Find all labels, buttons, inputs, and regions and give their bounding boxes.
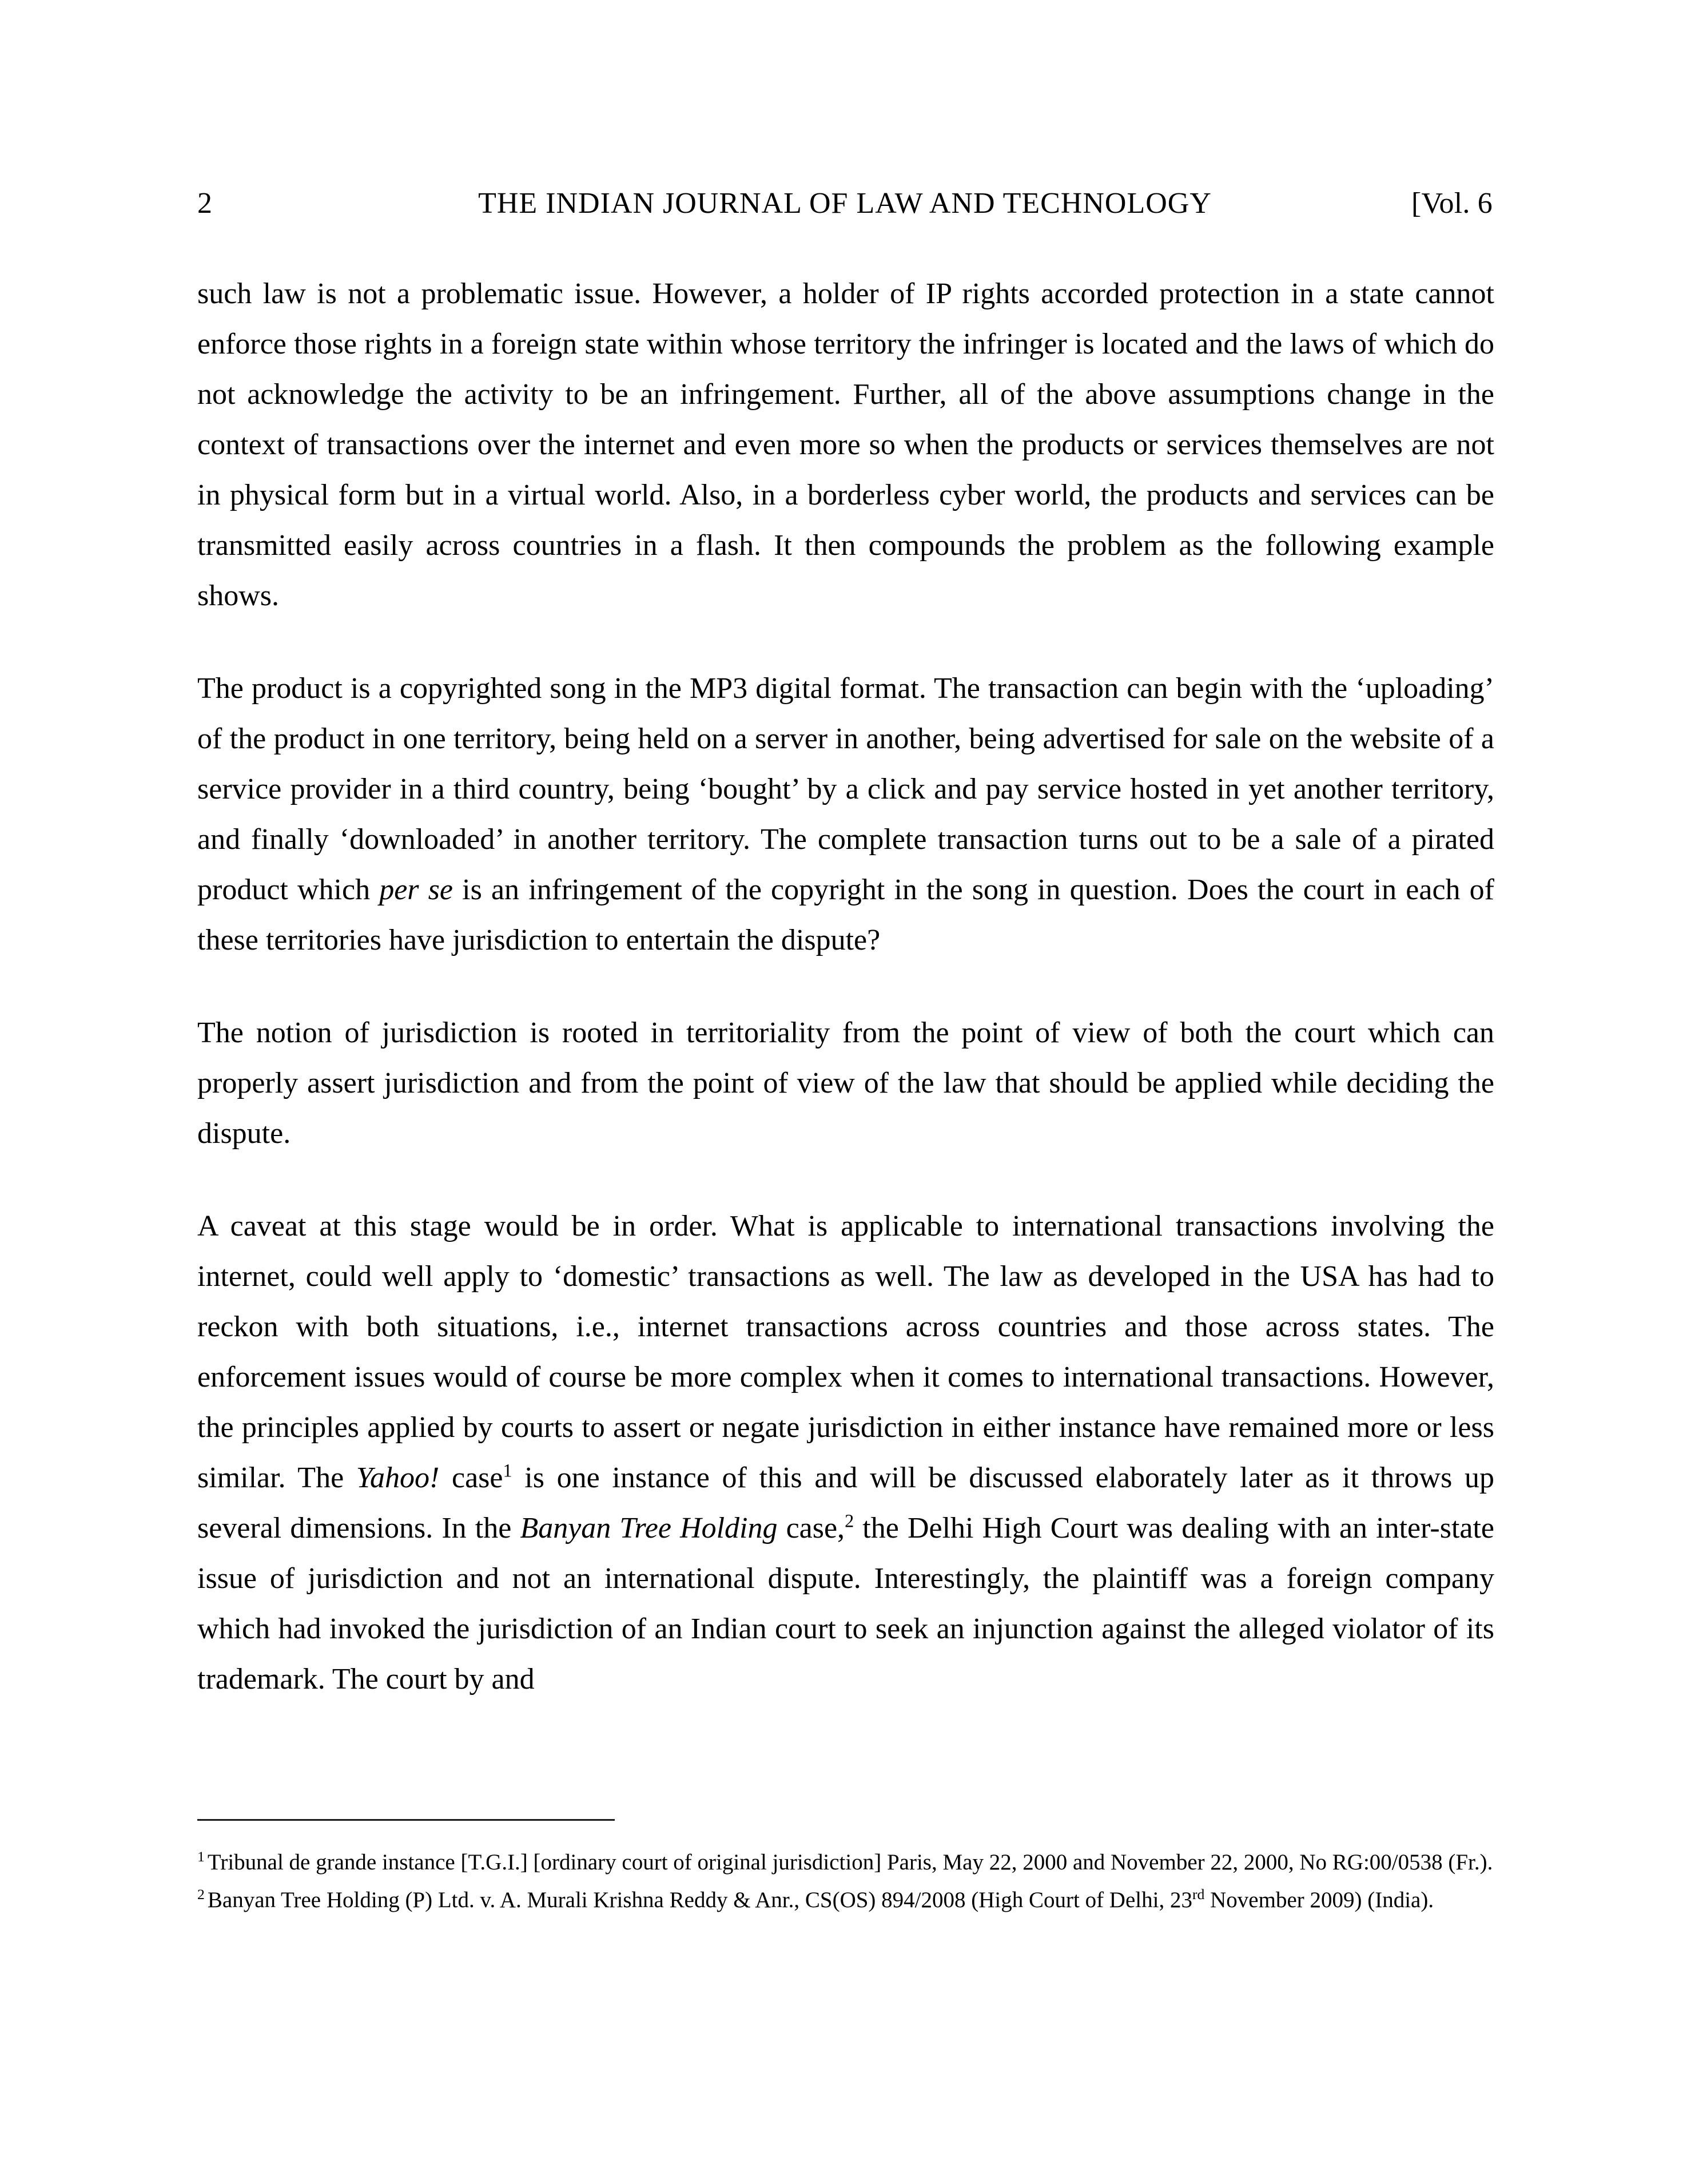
ordinal-suffix: rd xyxy=(1192,1886,1205,1903)
text-run: case xyxy=(439,1462,503,1494)
volume-label: [Vol. 6 xyxy=(1411,187,1493,220)
text-run: case, xyxy=(777,1512,845,1544)
text-run: November 2009) (India). xyxy=(1204,1888,1434,1912)
footnote-marker: 2 xyxy=(197,1886,205,1903)
footnote-item xyxy=(197,1845,1494,1880)
text-run: Banyan Tree Holding (P) Ltd. v. A. Murali Krishna Reddy & Anr., CS(OS) 894/2008 (High Court of Delhi, 23 xyxy=(207,1888,1192,1912)
footnote-separator-rule xyxy=(197,1819,615,1821)
text-run: the Delhi High Court was dealing with an inter-state issue of jurisdiction and not an international dispute. Interestingly, the plaintiff was a foreign company which had invoked the jurisdiction of an Indian court to seek an injunction against the alleged violator of its trademark. The court by and xyxy=(197,1512,1494,1695)
text-run: is an infringement of the copyright in the song in question. Does the court in each of these territories have jurisdiction to entertain the dispute? xyxy=(197,873,1494,956)
italic-text: Banyan Tree Holding xyxy=(520,1512,778,1544)
footnote-area xyxy=(197,1819,1494,1918)
footnote-marker: 1 xyxy=(197,1848,205,1865)
footnote-item xyxy=(197,1883,1494,1918)
journal-title: THE INDIAN JOURNAL OF LAW AND TECHNOLOGY xyxy=(478,187,1212,220)
text-run: A caveat at this stage would be in order. What is applicable to international transactions involving the internet, could well apply to ‘domestic’ transactions as well. The law as developed in the USA has had to reckon with both situations, i.e., internet transactions across countries and those across states. The enforcement issues would of course be more complex when it comes to international transactions. However, the principles applied by courts to assert or negate jurisdiction in either instance have remained more or less similar. The xyxy=(197,1210,1494,1494)
text-run: is one instance of this and will be discussed elaborately later as it throws up several dimensions. In the xyxy=(197,1462,1494,1544)
body-text-column xyxy=(197,269,1494,1705)
body-paragraph xyxy=(197,664,1494,966)
italic-text: per se xyxy=(379,873,453,906)
running-head xyxy=(197,189,1493,235)
body-paragraph xyxy=(197,1008,1494,1159)
page-number: 2 xyxy=(197,187,213,220)
italic-text: Yahoo! xyxy=(356,1462,440,1494)
text-run: The notion of jurisdiction is rooted in territoriality from the point of view of both the court which can properly assert jurisdiction and from the point of view of the law that should be applied while deciding the dispute. xyxy=(197,1016,1494,1150)
body-paragraph xyxy=(197,1201,1494,1705)
text-run: Tribunal de grande instance [T.G.I.] [ordinary court of original jurisdiction] Paris, May 22, 2000 and November 22, 2000, No RG:00/0538 (Fr.). xyxy=(207,1850,1493,1875)
footnote-reference[interactable]: 1 xyxy=(503,1460,512,1481)
text-run: The product is a copyrighted song in the MP3 digital format. The transaction can begin with the ‘uploading’ of the product in one territory, being held on a server in another, being advertised for sale on the website of a service provider in a third country, being ‘bought’ by a click and pay service hosted in yet another territory, and finally ‘downloaded’ in another territory. The complete transaction turns out to be a sale of a pirated product which xyxy=(197,672,1494,906)
text-run: such law is not a problematic issue. However, a holder of IP rights accorded protection in a state cannot enforce those rights in a foreign state within whose territory the infringer is located and the laws of which do not acknowledge the activity to be an infringement. Further, all of the above assumptions change in the context of transactions over the internet and even more so when the products or services themselves are not in physical form but in a virtual world. Also, in a borderless cyber world, the products and services can be transmitted easily across countries in a flash. It then compounds the problem as the following example shows. xyxy=(197,277,1494,612)
body-paragraph xyxy=(197,269,1494,621)
footnote-reference[interactable]: 2 xyxy=(845,1510,854,1531)
footnote-list xyxy=(197,1845,1494,1918)
